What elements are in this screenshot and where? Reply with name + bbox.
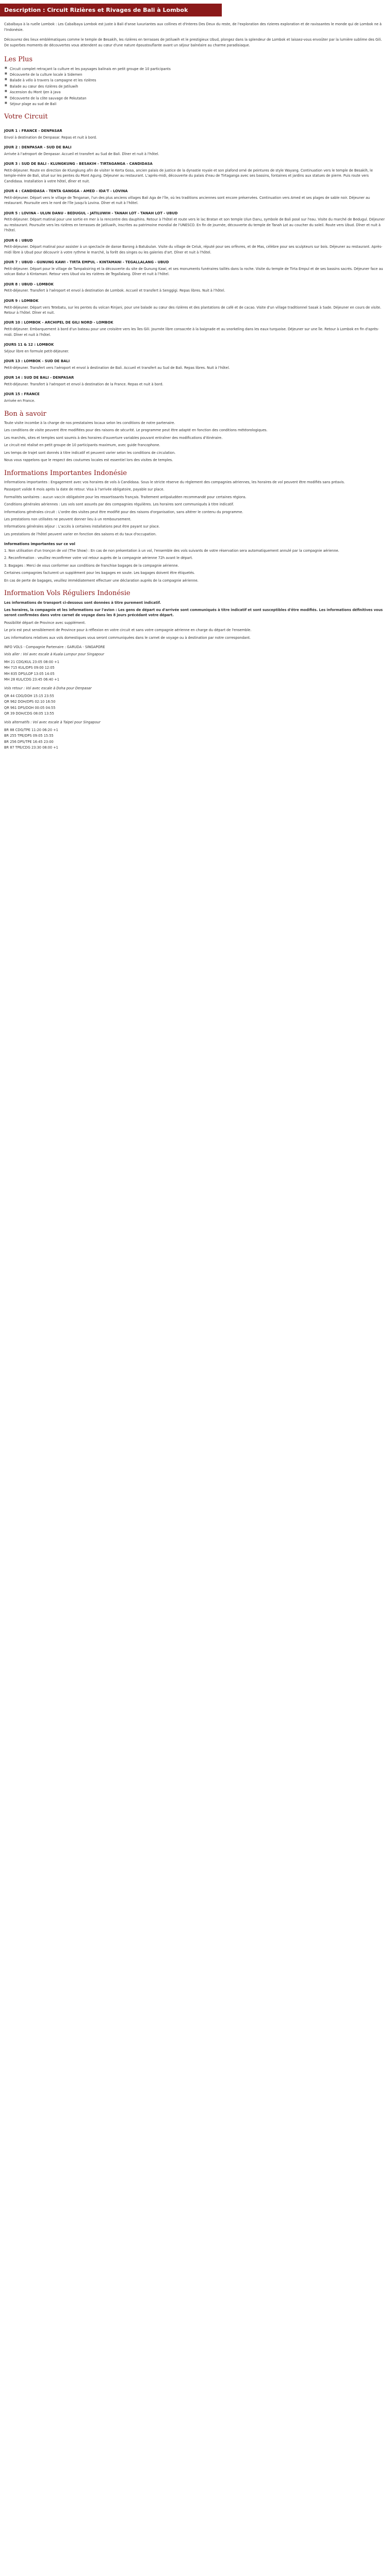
- flight-line: BR 88 CDG/TPE 11:20 06:20 +1: [4, 727, 58, 732]
- bon-paragraph: Le circuit est réalisé en petit groupe de 10 participants maximum, avec guide francophone.: [4, 443, 160, 448]
- notes-paragraph: 1. Non utilisation d'un tronçon de vol (The Show) : En cas de non présentation à un vol, l'ensemble des vols suivants de votre réservation sera automatiquement annulé par la compagnie aérienne.: [4, 549, 339, 553]
- day-body: Envol à destination de Denpasar. Repas et nuit à bord.: [4, 135, 97, 140]
- flights-head: INFO VOLS - Compagnie Partenaire : GARUDA - SINGAPORE: [4, 645, 105, 650]
- notes-paragraph: 2. Reconfirmation : veuillez reconfirmer votre vol retour auprès de la compagnie aérienne 72h avant le départ.: [4, 556, 193, 561]
- flight-line: QR 961 DPS/DOH 00:05 04:55: [4, 705, 56, 710]
- notes-heading: Informations importantes sur ce vol: [4, 542, 75, 547]
- plus-item: ■ Découverte de la côte sauvage de Pekutatan: [4, 96, 387, 101]
- info-paragraph: Informations générales circuit : L'ordre des visites peut être modifié pour des raisons d'organisation, sans altérer le contenu du programme.: [4, 510, 243, 514]
- page: [0, 0, 391, 772]
- reg-paragraph: Possibilité départ de Province avec supplément.: [4, 620, 86, 625]
- day-body: Petit-déjeuner. Départ matinal pour assister à un spectacle de danse Barong à Batubulan. Visite du village de Celuk, réputé pour ses orfèvres, et de Mas, célèbre pour ses sculpteurs sur bois. Déjeuner au restaurant. Après-midi libre à Ubud pour découvrir à votre rythme le marché, la forêt des singes ou les galeries d'art. Dîner et nuit à l'hôtel.: [4, 245, 383, 255]
- day-body: Petit-déjeuner. Départ vers le village de Tenganan, l'un des plus anciens villages Bali Aga de l'île, où les traditions anciennes sont encore préservées. Continuation vers Amed et ses plages de sable noir. Déjeuner au restaurant. Poursuite vers le nord de l'île jusqu'à Lovina. Dîner et nuit à l'hôtel.: [4, 195, 370, 206]
- bon-paragraph: Les marchés, sites et temples sont soumis à des horaires d'ouverture variables pouvant entraîner des modifications d'itinéraire.: [4, 435, 223, 440]
- day-title: JOUR 5 : LOVINA - ULUN DANU - BEDUGUL - JATILUWIH - TANAH LOT - TANAH LOT - UBUD: [4, 211, 178, 215]
- bon-paragraph: Toute visite incombe à la charge de nos prestataires locaux selon les conditions de notre partenaire.: [4, 421, 175, 426]
- day-body: Séjour libre en formule petit-déjeuner.: [4, 349, 69, 353]
- day-body: Arrivée à l'aéroport de Denpasar. Accueil et transfert au Sud de Bali. Dîner et nuit à l'hôtel.: [4, 151, 159, 156]
- itinerary-heading: Votre Circuit: [4, 113, 48, 121]
- day-title: JOUR 6 : UBUD: [4, 238, 33, 243]
- bon-block: [0, 420, 391, 463]
- plus-heading: Les Plus: [4, 56, 33, 63]
- day-title: JOUR 2 : DENPASAR - SUD DE BALI: [4, 145, 72, 150]
- day-title: JOUR 10 : LOMBOK - ARCHIPEL DE GILI NORD - LOMBOK: [4, 320, 113, 325]
- regular-flights-block: [0, 600, 391, 640]
- info-paragraph: Informations générales séjour : L'accès à certaines installations peut être payant sur place.: [4, 524, 160, 529]
- plus-item: ■ Découverte de la culture locale à Sidemen: [4, 72, 387, 77]
- day-title: JOUR 1 : FRANCE - DENPASAR: [4, 128, 62, 133]
- plus-item: ■ Circuit complet retraçant la culture et les paysages balinais en petit groupe de 10 participants: [4, 66, 387, 72]
- day-body: Petit-déjeuner. Transfert vers l'aéroport et envol à destination de Bali. Accueil et transfert au Sud de Bali. Repas libres. Nuit à l'hôtel.: [4, 365, 230, 370]
- intro-paragraph: Cabalbaya à la ruelle Lombok : Les Cabalbaya Lombok est juste à Bali d'anse luxuriantes aux collines et d'Interes Des Deux du reste, de l'exploration des rizieres exploration et de ravissantes le monde qui de Lombok ne à l'Indonésie.: [4, 22, 382, 32]
- day-title: JOUR 3 : SUD DE BALI - KLUNGKUNG - BESAKIH - TIRTAGANGA - CANDIDASA: [4, 162, 153, 166]
- notes-block: [0, 548, 391, 583]
- reg-paragraph: Les informations de transport ci-dessous sont données à titre purement indicatif.: [4, 600, 161, 605]
- flights-ret-title: Vols retour : Vol avec escale à Doha pour Denpasar: [4, 686, 92, 691]
- reg-paragraph: Les horaires, la compagnie et les informations sur l'avion : Les gens de départ ou d'arrivée sont communiqués à titre indicatif et sont susceptibles d'être modifiés. Les informations définitives vous seront confirmées dans votre carnet de voyage dans les 8 jours précédant votre départ.: [4, 607, 383, 618]
- flight-line: MH 28 KUL/CDG 23:45 06:40 +1: [4, 677, 59, 682]
- page-title: Description : Circuit Rizières et Rivages de Bali à Lombok: [0, 4, 222, 16]
- flight-line: QR 44 CDG/DOH 15:15 23:55: [4, 693, 54, 698]
- info-paragraph: Les prestations de l'hôtel peuvent varier en fonction des saisons et du taux d'occupation.: [4, 532, 157, 536]
- info-paragraph: Passeport valide 6 mois après la date de retour. Visa à l'arrivée obligatoire, payable sur place.: [4, 487, 165, 492]
- day-title: JOUR 8 : UBUD - LOMBOK: [4, 282, 54, 286]
- day-body: Petit-déjeuner. Départ matinal pour une sortie en mer à la rencontre des dauphins. Retour à l'hôtel et route vers le lac Bratan et son temple Ulun Danu, symbole de Bali posé sur l'eau. Visite du marché de Bedugul. Déjeuner au restaurant. Poursuite vers les rizières en terrasses de Jatiluwih, inscrites au patrimoine mondial de l'UNESCO. En fin de journée, découverte du temple de Tanah Lot au coucher du soleil. Route vers Ubud. Dîner et nuit à l'hôtel.: [4, 217, 385, 233]
- reg-paragraph: Les informations relatives aux vols domestiques vous seront communiquées dans le carnet de voyage ou à destination par notre correspondant.: [4, 635, 251, 640]
- info-paragraph: Informations importantes : Engagement avec vos horaires de vols à Candidasa. Sous le stricte réserve du règlement des compagnies aériennes, les horaires de vol peuvent être modifiés sans préavis.: [4, 480, 345, 485]
- intro-paragraph: Découvrez des lieux emblématiques comme le temple de Besakih, les rizières en terrasses de Jatiluwih et le prestigieux Ubud, plongez dans la splendeur de Lombok et laissez-vous envoûter par la lumière sublime des Gili. De superbes moments de découvertes vous attendent au cœur d'une nature époustouflante avant un séjour balnéaire au charme paradisiaque.: [4, 38, 382, 47]
- reg-paragraph: Le prix est peut sensiblement de Province pour à réflexion en votre circuit et sans votre compagnie aérienne en charge du départ de l'ensemble.: [4, 628, 252, 633]
- day-body: Petit-déjeuner. Embarquement à bord d'un bateau pour une croisière vers les îles Gili. Journée libre consacrée à la baignade et au snorkeling dans les eaux turquoise. Déjeuner sur une île. Retour à Lombok en fin d'après-midi. Dîner et nuit à l'hôtel.: [4, 327, 379, 337]
- day-body: Petit-déjeuner. Départ pour le village de Tampaksiring et la découverte du site de Gunung Kawi, et ses monuments funéraires taillés dans la roche. Visite du temple de Tirta Empul et de ses bassins sacrés. Déjeuner face au volcan Batur à Kintamani. Retour vers Ubud via les rizières de Tegallalang. Dîner et nuit à l'hôtel.: [4, 266, 383, 277]
- flights-out-title: Vols aller : Vol avec escale à Kuala Lumpur pour Singapour: [4, 652, 105, 657]
- flight-line: QR 39 DOH/CDG 08:05 13:55: [4, 711, 54, 716]
- plus-item: ■ Séjour plage au sud de Bali: [4, 101, 387, 107]
- day-title: JOURS 11 & 12 : LOMBOK: [4, 342, 54, 347]
- day-body: Petit-déjeuner. Transfert à l'aéroport et envol à destination de la France. Repas et nuit à bord.: [4, 382, 164, 386]
- flight-line: BR 255 TPE/DPS 09:05 15:55: [4, 734, 54, 738]
- flight-line: MH 835 DPS/LOP 13:05 14:05: [4, 671, 55, 676]
- regular-flights-heading: Information Vols Réguliers Indonésie: [4, 589, 131, 598]
- flight-line: BR 256 DPS/TPE 16:45 23:00: [4, 739, 54, 744]
- flight-line: MH 21 CDG/KUL 23:05 08:00 +1: [4, 659, 59, 664]
- day-body: Petit-déjeuner. Route en direction de Klungkung afin de visiter le Kerta Gosa, ancien palais de justice de la dynastie royale et son plafond orné de peintures de style Wayang. Continuation vers le temple de Besakih, le temple-mère de Bali, situé sur les pentes du Mont Agung. Déjeuner au restaurant. L'après-midi, découverte du palais d'eau de Tirtaganga avec ses bassins, fontaines et jardins aux statues de pierre. Puis route vers Candidasa. Installation à votre hôtel, dîner et nuit.: [4, 168, 373, 183]
- day-title: JOUR 7 : UBUD - GUNUNG KAWI - TIRTA EMPUL - KINTAMANI - TEGALLALANG - UBUD: [4, 260, 169, 265]
- notes-paragraph: 3. Bagages : Merci de vous conformer aux conditions de franchise bagages de la compagnie aérienne.: [4, 563, 179, 568]
- info-paragraph: Les prestations non utilisées ne peuvent donner lieu à un remboursement.: [4, 517, 132, 522]
- bon-paragraph: Les conditions de visite peuvent être modifiées pour des raisons de sécurité. Le programme peut être adapté en fonction des conditions météorologiques.: [4, 428, 268, 433]
- plus-item: ■ Balade à vélo à travers la campagne et les rizières: [4, 78, 387, 83]
- day-title: JOUR 4 : CANDIDASA - TENTA GANGGA - AMED - IDA'T - LOVINA: [4, 189, 128, 194]
- plus-list: [0, 66, 391, 107]
- notes-paragraph: Certaines compagnies facturent un supplément pour les bagages en soute. Les bagages doivent être étiquetés.: [4, 571, 195, 575]
- flight-line: BR 87 TPE/CDG 23:30 08:00 +1: [4, 745, 58, 750]
- flights-ret2-title: Vols alternatifs : Vol avec escale à Taipei pour Singapour: [4, 720, 101, 725]
- day-title: JOUR 13 : LOMBOK - SUD DE BALI: [4, 359, 70, 364]
- bon-paragraph: Les temps de trajet sont donnés à titre indicatif et peuvent varier selon les conditions de circulation.: [4, 450, 176, 455]
- day-body: Petit-déjeuner. Transfert à l'aéroport et envol à destination de Lombok. Accueil et transfert à Senggigi. Repas libres. Nuit à l'hôtel.: [4, 289, 225, 293]
- plus-item: ■ Ascension du Mont Ijen à Java: [4, 90, 387, 95]
- day-title: JOUR 9 : LOMBOK: [4, 298, 39, 303]
- bon-heading: Bon à savoir: [4, 410, 46, 418]
- plus-item: ■ Balade au cœur des rizières de Jatiluwih: [4, 84, 387, 89]
- info-paragraph: Formalités sanitaires : aucun vaccin obligatoire pour les ressortissants français. Traitement antipaludéen recommandé pour certaines régions.: [4, 495, 247, 499]
- info-block: [0, 480, 391, 537]
- flights-block: [0, 645, 391, 751]
- info-heading: Informations Importantes Indonésie: [4, 469, 127, 477]
- day-title: JOUR 15 : FRANCE: [4, 392, 40, 397]
- flight-line: MH 715 KUL/DPS 09:00 12:05: [4, 666, 55, 670]
- flight-line: QR 962 DOH/DPS 02:10 16:50: [4, 700, 56, 704]
- notes-paragraph: En cas de perte de bagages, veuillez immédiatement effectuer une déclaration auprès de la compagnie aérienne.: [4, 578, 199, 583]
- bon-paragraph: Nous vous rappelons que le respect des coutumes locales est essentiel lors des visites de temples.: [4, 458, 173, 463]
- day-body: Petit-déjeuner. Départ vers Tetebatu, sur les pentes du volcan Rinjani, pour une balade au cœur des rizières et des plantations de café et de cacao. Visite d'un village traditionnel Sasak à Sade. Déjeuner en cours de visite. Retour à l'hôtel. Dîner et nuit.: [4, 305, 381, 315]
- intro: [0, 16, 391, 48]
- itinerary: [0, 128, 391, 404]
- info-paragraph: Conditions générales aériennes : Les vols sont assurés par des compagnies régulières. Les horaires sont communiqués à titre indicatif.: [4, 502, 234, 507]
- day-title: JOUR 14 : SUD DE BALI - DENPASAR: [4, 376, 74, 380]
- day-body: Arrivée en France.: [4, 399, 36, 403]
